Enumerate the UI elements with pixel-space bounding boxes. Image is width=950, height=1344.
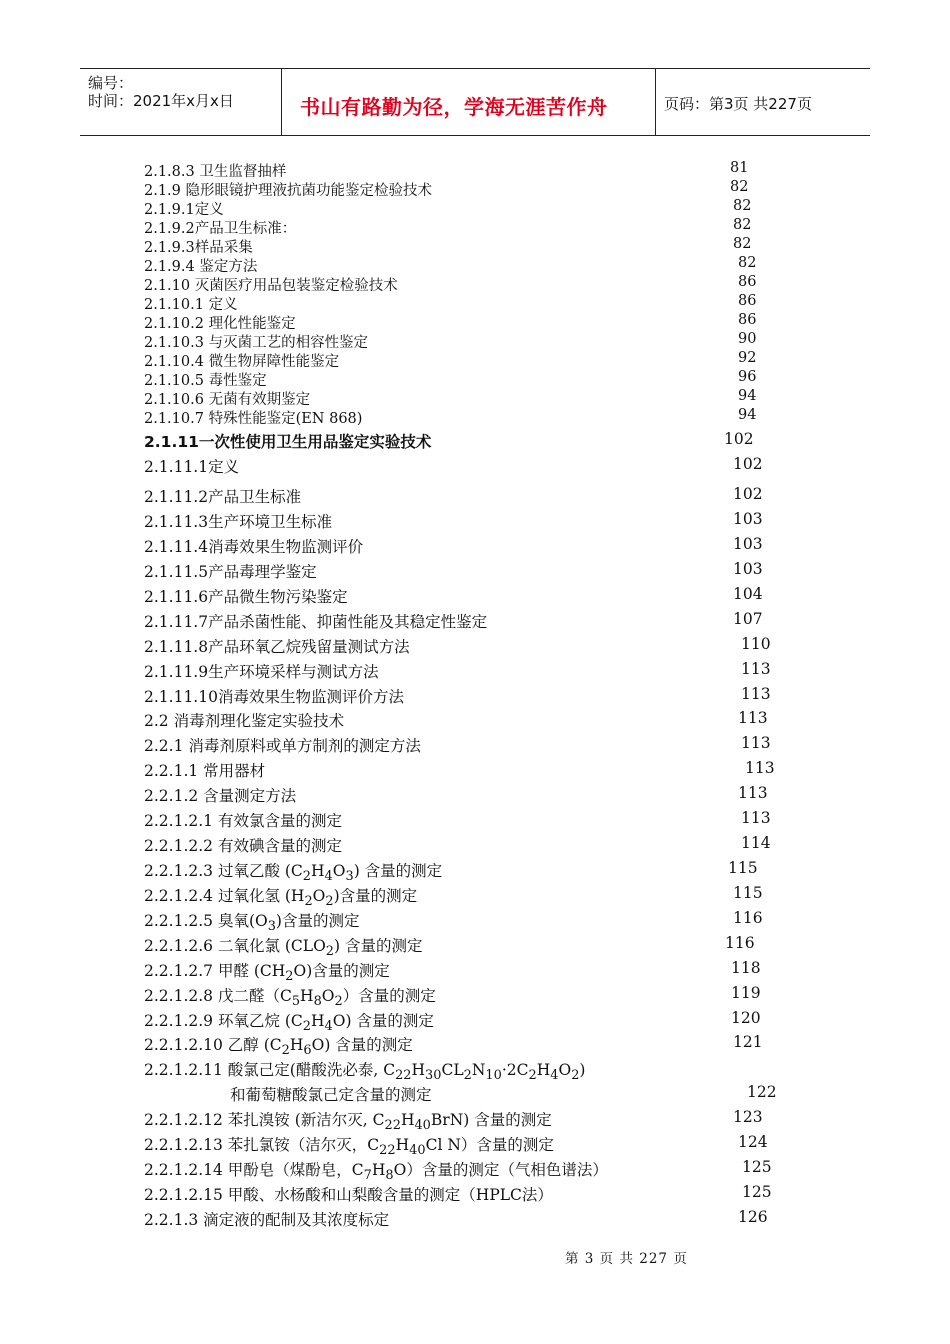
toc-row (0, 430, 950, 450)
toc-entry-page: 94 (738, 388, 757, 404)
toc-entry-title: 2.1.10.2 理化性能鉴定 (144, 316, 296, 332)
toc-entry-page: 116 (725, 934, 755, 952)
toc-entry-title: 2.2.1 消毒剂原料或单方制剂的测定方法 (144, 737, 421, 755)
toc-row (0, 635, 950, 655)
toc-row (0, 984, 950, 1010)
toc-entry-page: 86 (738, 274, 757, 290)
toc-entry-page: 82 (733, 236, 752, 252)
toc-row (0, 160, 950, 180)
toc-entry-title: 2.2.1.2.12 苯扎溴铵 (新洁尔灭, $C_{22}H_{40}BrN$) 含量的测定 (144, 1111, 552, 1134)
toc-row (0, 1108, 950, 1134)
toc-entry-title: 2.2.1.1 常用器材 (144, 762, 266, 780)
toc-row (0, 1158, 950, 1184)
toc-entry-page: 113 (738, 784, 768, 802)
toc-entry-page: 113 (741, 685, 771, 703)
toc-entry-page: 122 (747, 1083, 777, 1101)
toc-row (0, 560, 950, 580)
toc-entry-page: 82 (738, 255, 757, 271)
toc-row (0, 485, 950, 505)
toc-entry-title: 2.2.1.2.10 乙醇 $(C_2H_6O)$ 含量的测定 (144, 1036, 413, 1059)
toc-entry-page: 119 (731, 984, 761, 1002)
toc-row (0, 274, 950, 294)
toc-entry-title: 2.1.10.1 定义 (144, 297, 238, 313)
toc-entry-title: 2.1.9.2产品卫生标准： (144, 221, 297, 237)
header-bottom-rule (80, 135, 870, 136)
toc-entry-title: 2.1.11.10消毒效果生物监测评价方法 (144, 688, 404, 706)
toc-entry-page: 120 (731, 1009, 761, 1027)
toc-row (0, 660, 950, 680)
toc-row (0, 685, 950, 705)
toc-entry-page: 107 (733, 610, 763, 628)
toc-entry-title: 2.1.11.8产品环氧乙烷残留量测试方法 (144, 638, 410, 656)
toc-row (0, 1208, 950, 1228)
toc-row (0, 407, 950, 427)
toc-entry-page: 86 (738, 312, 757, 328)
toc-entry-page: 86 (738, 293, 757, 309)
toc-entry-title: 2.1.10.3 与灭菌工艺的相容性鉴定 (144, 335, 369, 351)
toc-entry-page: 103 (733, 560, 763, 578)
toc-entry-title: 和葡萄糖酸氯己定含量的测定 (230, 1086, 432, 1104)
toc-entry-title: 2.2.1.2.5 臭氧$(O_3)$含量的测定 (144, 912, 360, 935)
toc-row (0, 255, 950, 275)
toc-row (0, 884, 950, 910)
toc-entry-page: 103 (733, 535, 763, 553)
header-page-text: 页码：第3页 共227页 (664, 95, 812, 113)
toc-row (0, 1009, 950, 1035)
toc-row (0, 312, 950, 332)
toc-entry-page: 102 (724, 430, 754, 448)
toc-entry-title: 2.2.1.2.3 过氧乙酸 $(C_2H_4O_3)$ 含量的测定 (144, 862, 443, 885)
toc-entry-title: 2.2 消毒剂理化鉴定实验技术 (144, 712, 345, 730)
toc-entry-title: 2.1.11.7产品杀菌性能、抑菌性能及其稳定性鉴定 (144, 613, 488, 631)
toc-entry-page: 123 (733, 1108, 763, 1126)
toc-entry-page: 96 (738, 369, 757, 385)
toc-entry-title: 2.1.11.4消毒效果生物监测评价 (144, 538, 364, 556)
toc-entry-title: 2.2.1.3 滴定液的配制及其浓度标定 (144, 1211, 390, 1229)
toc-entry-title: 2.1.8.3 卫生监督抽样 (144, 164, 287, 180)
toc-entry-page: 82 (730, 179, 749, 195)
toc-entry-page: 113 (745, 759, 775, 777)
toc-entry-title: 2.2.1.2.15 甲酸、水杨酸和山梨酸含量的测定（HPLC法） (144, 1186, 553, 1204)
toc-entry-page: 118 (731, 959, 761, 977)
toc-entry-page: 110 (741, 635, 771, 653)
toc-row (0, 1183, 950, 1203)
toc-entry-title: 2.2.1.2.11 酸氯己定(醋酸洗必泰, $C_{22}H_{30}CL_2N_{10}\cdot 2C_2H_4O_2$) (144, 1061, 586, 1084)
toc-row (0, 1083, 950, 1103)
page-footer: 第 3 页 共 227 页 (565, 1251, 688, 1267)
toc-row (0, 809, 950, 829)
header-divider-left (281, 68, 282, 135)
toc-entry-page: 92 (738, 350, 757, 366)
toc-row (0, 217, 950, 237)
toc-row (0, 1133, 950, 1159)
toc-row (0, 784, 950, 804)
toc-row (0, 934, 950, 960)
header-divider-right (655, 68, 656, 135)
toc-entry-title: 2.1.9.1定义 (144, 202, 224, 218)
toc-entry-title: 2.2.1.2.8 戊二醛$(C_5H_8O_2)$含量的测定 (144, 987, 436, 1010)
header-number-label: 编号： (88, 74, 134, 92)
toc-entry-page: 113 (741, 734, 771, 752)
toc-entry-page: 125 (742, 1183, 772, 1201)
toc-entry-page: 82 (733, 198, 752, 214)
toc-entry-page: 113 (738, 709, 768, 727)
toc-entry-title: 2.2.1.2.9 环氧乙烷 $(C_2H_4O)$ 含量的测定 (144, 1012, 434, 1035)
toc-entry-title: 2.2.1.2.6 二氧化氯 $(CLO_2)$ 含量的测定 (144, 937, 423, 960)
toc-row (0, 388, 950, 408)
toc-entry-title: 2.1.9 隐形眼镜护理液抗菌功能鉴定检验技术 (144, 183, 433, 199)
toc-entry-title: 2.2.1.2.2 有效碘含量的测定 (144, 837, 342, 855)
toc-entry-title: 2.1.11.2产品卫生标准 (144, 488, 302, 506)
toc-row (0, 1033, 950, 1059)
toc-entry-page: 90 (738, 331, 757, 347)
toc-row (0, 369, 950, 389)
toc-row (0, 510, 950, 530)
toc-entry-title: 2.2.1.2.1 有效氯含量的测定 (144, 812, 342, 830)
toc-entry-page: 115 (733, 884, 763, 902)
toc-row (0, 859, 950, 885)
toc-entry-title: 2.1.11.6产品微生物污染鉴定 (144, 588, 348, 606)
toc-row (0, 455, 950, 475)
toc-row (0, 610, 950, 630)
toc-entry-page: 113 (741, 660, 771, 678)
toc-row (0, 759, 950, 779)
toc-entry-page: 124 (738, 1133, 768, 1151)
header-top-rule (80, 68, 870, 69)
toc-row (0, 236, 950, 256)
toc-entry-page: 125 (742, 1158, 772, 1176)
toc-row (0, 179, 950, 199)
toc-row (0, 585, 950, 605)
toc-entry-title: 2.1.10.4 微生物屏障性能鉴定 (144, 354, 340, 370)
toc-row (0, 535, 950, 555)
toc-entry-title: 2.1.10.7 特殊性能鉴定(EN 868) (144, 411, 363, 427)
toc-entry-page: 116 (733, 909, 763, 927)
toc-entry-title: 2.1.11.9生产环境采样与测试方法 (144, 663, 379, 681)
toc-row (0, 1058, 950, 1084)
toc-entry-page: 113 (741, 809, 771, 827)
toc-row (0, 331, 950, 351)
toc-entry-title: 2.1.11.5产品毒理学鉴定 (144, 563, 317, 581)
toc-entry-page: 103 (733, 510, 763, 528)
toc-entry-page: 126 (738, 1208, 768, 1226)
toc-entry-page: 102 (733, 455, 763, 473)
toc-row (0, 834, 950, 854)
toc-entry-title: 2.1.10.6 无菌有效期鉴定 (144, 392, 311, 408)
toc-entry-title: 2.2.1.2.14 甲酚皂（煤酚皂，$C_7H_8O$）含量的测定（气相色谱法） (144, 1161, 608, 1184)
toc-row (0, 909, 950, 935)
toc-row (0, 959, 950, 985)
toc-entry-title: 2.1.10.5 毒性鉴定 (144, 373, 267, 389)
header-time-text: 时间：2021年x月x日 (88, 92, 234, 110)
toc-entry-page: 82 (733, 217, 752, 233)
toc-row (0, 709, 950, 729)
toc-row (0, 734, 950, 754)
toc-entry-title: 2.2.1.2.13 苯扎氯铵（洁尔灭，$C_{22}H_{40}Cl$ N）含量的测定 (144, 1136, 554, 1159)
toc-entry-page: 104 (733, 585, 763, 603)
toc-entry-title: 2.1.9.4 鉴定方法 (144, 259, 258, 275)
toc-entry-title: 2.2.1.2.7 甲醛 $(CH_2O)$含量的测定 (144, 962, 390, 985)
toc-entry-title: 2.2.1.2.4 过氧化氢 $(H_2O_2)$含量的测定 (144, 887, 418, 910)
header-motto: 书山有路勤为径，学海无涯苦作舟 (300, 95, 608, 119)
toc-entry-page: 121 (733, 1033, 763, 1051)
toc-entry-page: 115 (728, 859, 758, 877)
toc-entry-title: 2.2.1.2 含量测定方法 (144, 787, 297, 805)
toc-row (0, 198, 950, 218)
toc-entry-title: 2.1.11.3生产环境卫生标准 (144, 513, 333, 531)
toc-entry-page: 81 (730, 160, 749, 176)
toc-row (0, 350, 950, 370)
toc-entry-title: 2.1.9.3样品采集 (144, 240, 253, 256)
toc-row (0, 293, 950, 313)
toc-entry-page: 102 (733, 485, 763, 503)
toc-entry-title: 2.1.11.1定义 (144, 458, 240, 476)
toc-entry-title: 2.1.10 灭菌医疗用品包装鉴定检验技术 (144, 278, 398, 294)
toc-entry-page: 114 (741, 834, 771, 852)
toc-entry-page: 94 (738, 407, 757, 423)
toc-entry-title: 2.1.11一次性使用卫生用品鉴定实验技术 (144, 433, 432, 451)
